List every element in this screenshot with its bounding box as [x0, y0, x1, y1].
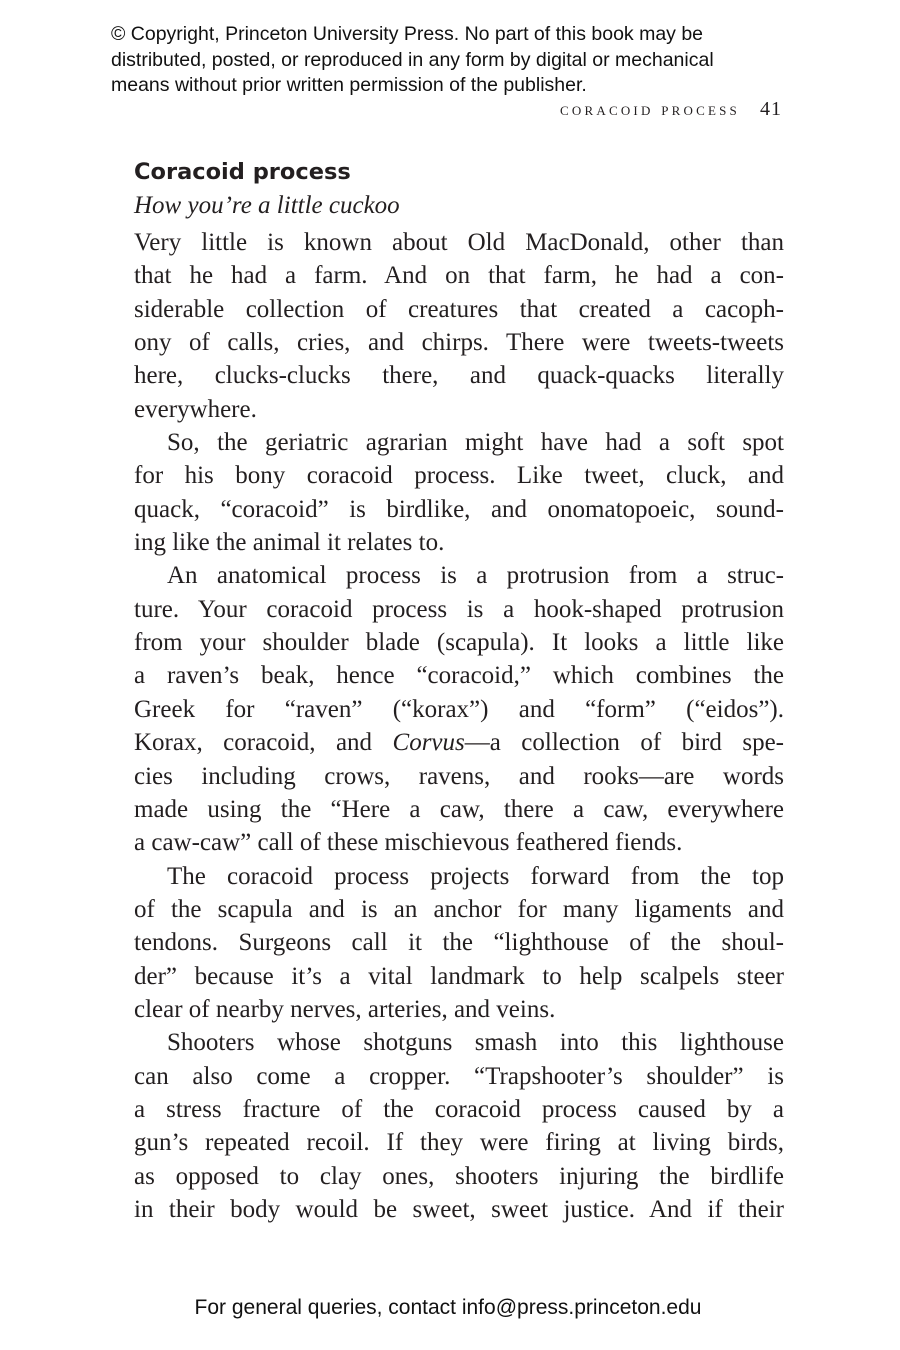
text-line: in their body would be sweet, sweet justice. And if their [134, 1195, 784, 1223]
text-line: can also come a cropper. “Trapshooter’s shoulder” is [134, 1062, 784, 1090]
running-head [560, 98, 782, 121]
text-line: So, the geriatric agrarian might have had a soft spot [167, 429, 784, 457]
entry-title: Coracoid process [134, 159, 351, 185]
text-line: tendons. Surgeons call it the “lighthouse of the shoul- [134, 929, 784, 957]
text-line: The coracoid process projects forward from the top [167, 862, 784, 890]
text-line-korax [134, 726, 784, 759]
text-line: ture. Your coracoid process is a hook-shaped protrusion [134, 595, 784, 623]
body-text [134, 226, 784, 1226]
text-line: a stress fracture of the coracoid process caused by a [134, 1095, 784, 1123]
korax-after: —a collection of bird spe- [464, 729, 784, 757]
corvus-italic: Corvus [392, 729, 465, 757]
text-line: quack, “coracoid” is birdlike, and onomatopoeic, sound- [134, 495, 784, 523]
text-line: ing like the animal it relates to. [134, 529, 445, 557]
copyright-line: © Copyright, Princeton University Press. No part of this book may be [111, 23, 704, 45]
running-head-title: coracoid process [560, 99, 740, 119]
text-line: clear of nearby nerves, arteries, and veins. [134, 995, 556, 1023]
page-number: 41 [760, 98, 782, 120]
text-line: of the scapula and is an anchor for many ligaments and [134, 895, 784, 923]
text-line: Shooters whose shotguns smash into this lighthouse [167, 1029, 784, 1057]
entry-subtitle: How you’re a little cuckoo [134, 192, 400, 219]
copyright-notice [111, 22, 811, 99]
text-line: siderable collection of creatures that created a cacoph- [134, 295, 784, 323]
text-line: as opposed to clay ones, shooters injuring the birdlife [134, 1162, 784, 1190]
text-line: Greek for “raven” (“korax”) and “form” (“eidos”). [134, 695, 784, 723]
text-line: that he had a farm. And on that farm, he had a con- [134, 262, 784, 290]
text-line: a raven’s beak, hence “coracoid,” which combines the [134, 662, 784, 690]
korax-before: Korax, coracoid, and [134, 729, 393, 757]
text-line: cies including crows, ravens, and rooks—are words [134, 762, 784, 790]
text-line: from your shoulder blade (scapula). It looks a little like [134, 629, 784, 657]
copyright-line: means without prior written permission of the publisher. [111, 74, 587, 96]
text-line: a caw-caw” call of these mischievous feathered fiends. [134, 829, 683, 857]
text-line: Very little is known about Old MacDonald, other than [134, 229, 784, 256]
text-line: gun’s repeated recoil. If they were firing at living birds, [134, 1129, 784, 1157]
text-line: made using the “Here a caw, there a caw, everywhere [134, 795, 784, 823]
text-line: ony of calls, cries, and chirps. There were tweets-tweets [134, 329, 784, 357]
text-line: An anatomical process is a protrusion from a struc- [167, 562, 784, 590]
text-line: for his bony coracoid process. Like tweet, cluck, and [134, 462, 784, 490]
text-line: here, clucks-clucks there, and quack-quacks literally [134, 362, 784, 390]
footer-text: For general queries, contact info@press.princeton.edu [194, 1296, 702, 1319]
text-line: everywhere. [134, 395, 257, 423]
copyright-line: distributed, posted, or reproduced in any form by digital or mechanical [111, 48, 714, 71]
footer-contact [0, 1296, 900, 1320]
text-line: der” because it’s a vital landmark to help scalpels steer [134, 962, 784, 990]
